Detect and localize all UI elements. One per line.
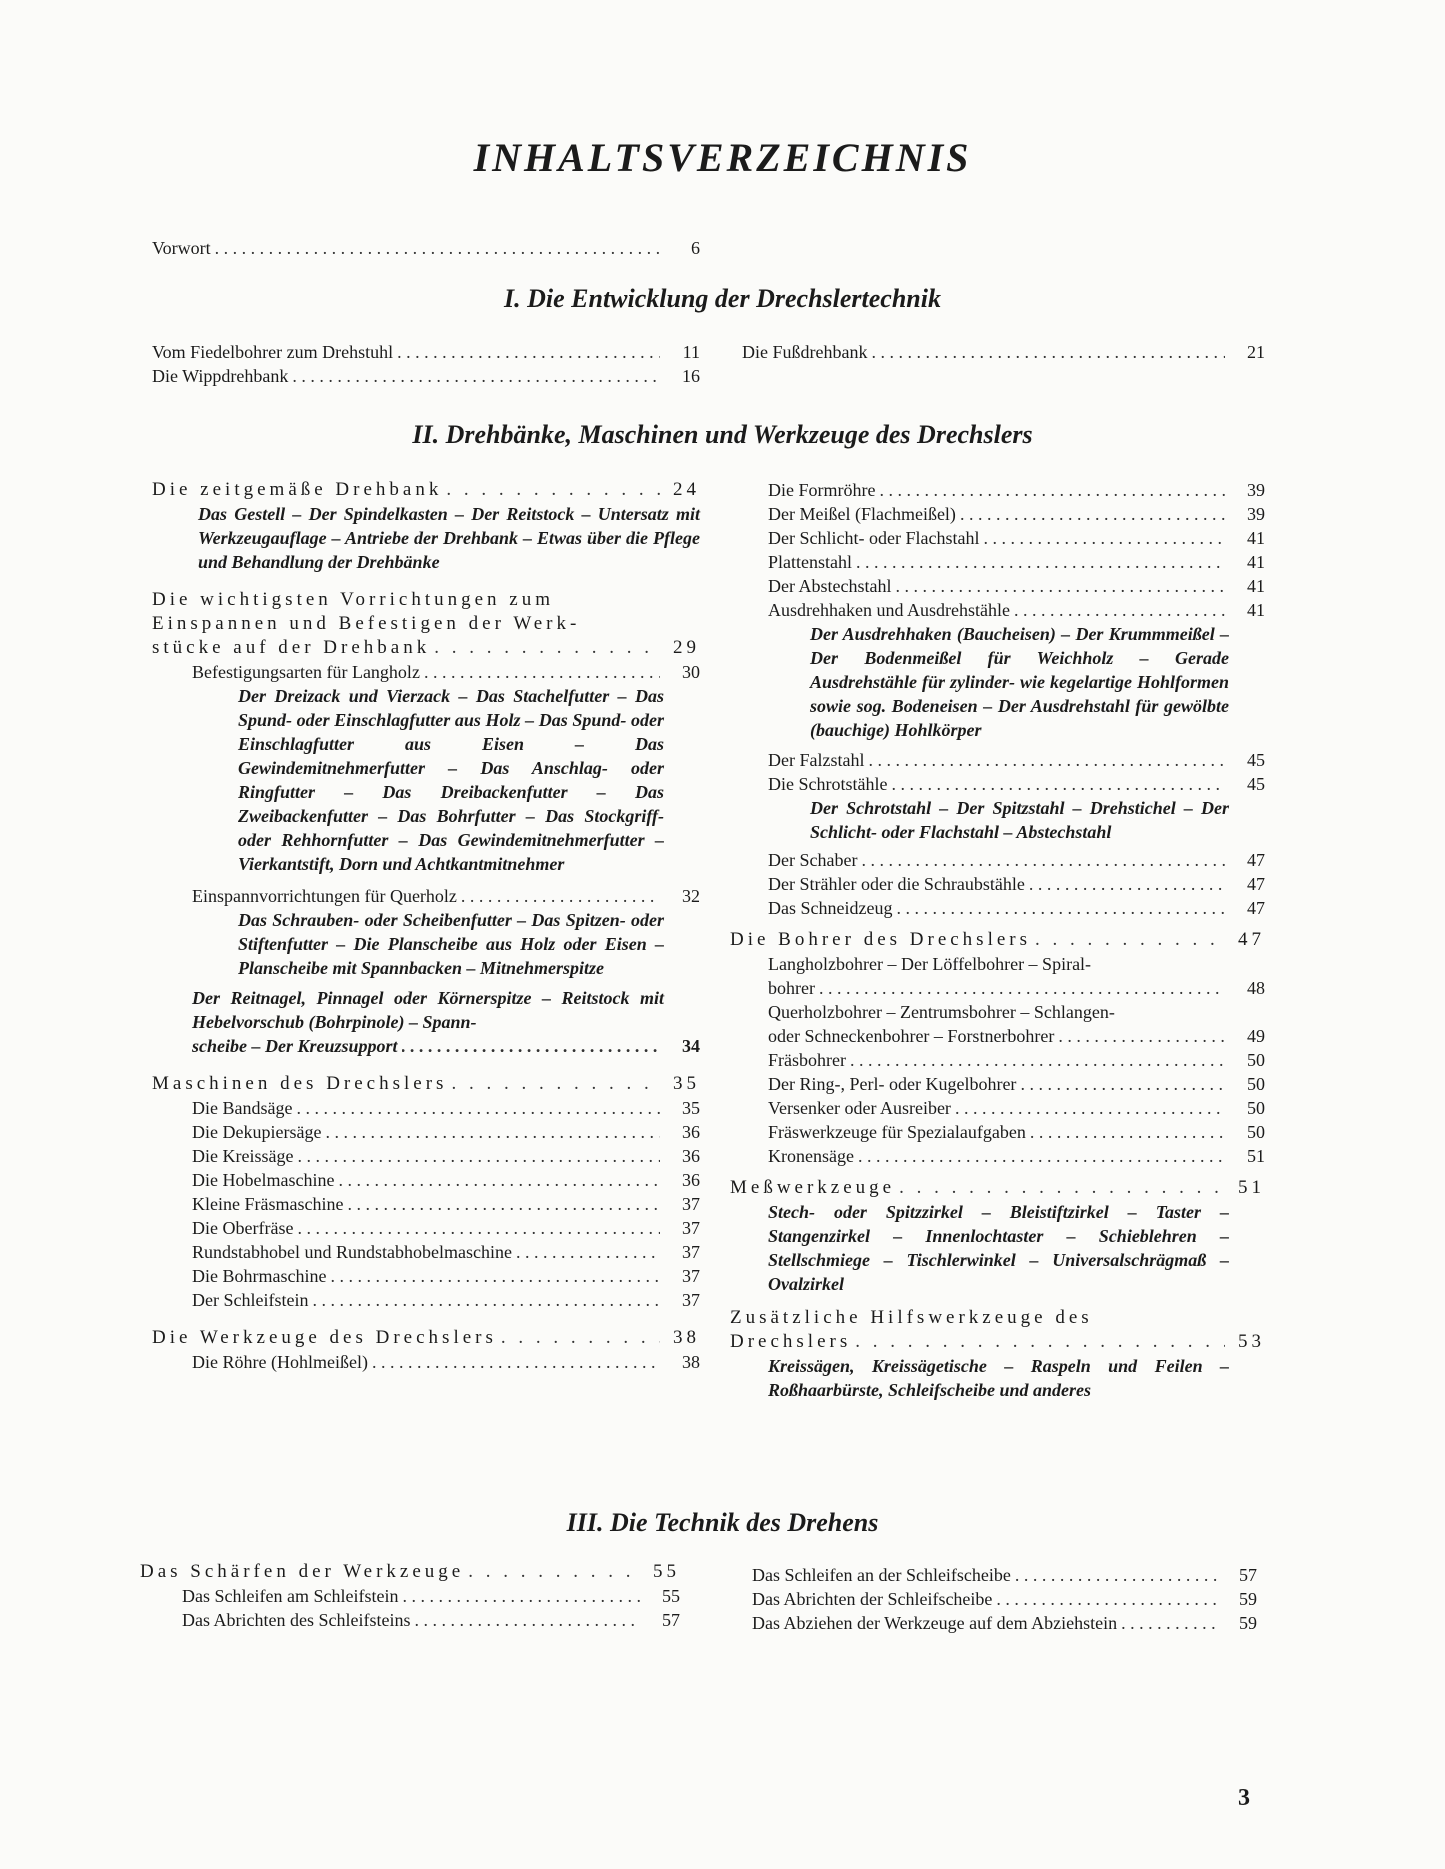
toc-entry[interactable]: Ausdrehhaken und Ausdrehstähle . . . 41 <box>768 598 1265 622</box>
toc-entry[interactable]: Maschinen des Drechslers . . . 35 <box>152 1072 700 1096</box>
toc-entry[interactable]: Das Abziehen der Werkzeuge auf dem Abziehstein . . . 59 <box>752 1611 1257 1635</box>
toc-entry[interactable]: Die Oberfräse . . . 37 <box>192 1216 700 1240</box>
toc-entry[interactable]: Die zeitgemäße Drehbank . . . 24 <box>152 478 700 502</box>
section-1-right <box>742 340 1265 364</box>
toc-list <box>182 1584 680 1632</box>
toc-entry[interactable]: Die Bohrmaschine . . . 37 <box>192 1264 700 1288</box>
toc-entry[interactable]: Das Abrichten des Schleifsteins . . . 57 <box>182 1608 680 1632</box>
toc-heading-line: Einspannen und Befestigen der Werk- <box>152 613 581 634</box>
toc-entry[interactable]: Der Schlicht- oder Flachstahl . . . 41 <box>768 526 1265 550</box>
toc-entry[interactable]: Meßwerkzeuge . . . 51 <box>730 1176 1265 1200</box>
toc-entry[interactable]: Kleine Fräsmaschine . . . 37 <box>192 1192 700 1216</box>
toc-description: Stech- oder Spitzzirkel – Bleistiftzirkel – Taster – Stangenzirkel – Innenlochtaster – Schieblehren – Stellschmiege – Tischlerwinkel – Universalschrägmaß – Ovalzirkel <box>768 1202 1229 1294</box>
toc-entry[interactable]: Der Schleifstein . . . 37 <box>192 1288 700 1312</box>
toc-entry[interactable]: Der Ring-, Perl- oder Kugelbohrer . . . 50 <box>768 1072 1265 1096</box>
section-2-left <box>152 478 700 1374</box>
section-heading-3: III. Die Technik des Drehens <box>566 1508 879 1537</box>
toc-label: Vorwort <box>152 238 211 258</box>
toc-heading-line: Langholzbohrer – Der Löffelbohrer – Spiral- <box>768 954 1092 974</box>
toc-entry[interactable]: Einspannvorrichtungen für Querholz . . . 32 <box>192 884 700 908</box>
toc-entry[interactable]: Kronensäge . . . 51 <box>768 1144 1265 1168</box>
toc-entry[interactable]: Fräswerkzeuge für Spezialaufgaben . . . 50 <box>768 1120 1265 1144</box>
section-1-left <box>152 340 700 388</box>
section-3-right <box>752 1563 1257 1635</box>
toc-list <box>768 952 1265 1168</box>
toc-entry[interactable]: Das Schneidzeug . . . 47 <box>768 896 1265 920</box>
section-heading-2: II. Drehbänke, Maschinen und Werkzeuge des Drechslers <box>412 420 1033 449</box>
toc-entry[interactable]: Das Schärfen der Werkzeuge . . . 55 <box>140 1560 680 1584</box>
toc-description: Der Reitnagel, Pinnagel oder Körnerspitze – Reitstock mit Hebelvorschub (Bohrpinole) – Spann- <box>192 988 664 1032</box>
toc-list <box>768 478 1265 920</box>
toc-page: 6 <box>691 238 700 258</box>
toc-description: Der Dreizack und Vierzack – Das Stachelfutter – Das Spund- oder Einschlagfutter aus Holz – Das Spund- oder Einschlagfutter aus Eisen – Das Gewindemitnehmerfutter – Das Anschlag- oder Ringfutter – Das Dreibackenfutter – Das Zweibackenfutter – Das Bohrfutter – Das Stockgriff- oder Rehhornfutter – Das Gewindemitnehmerfutter – Vierkantstift, Dorn und Achtkantmitnehmer <box>238 686 664 874</box>
toc-entry[interactable]: bohrer . . . 48 <box>768 976 1265 1000</box>
toc-entry[interactable]: Die Hobelmaschine . . . 36 <box>192 1168 700 1192</box>
toc-entry[interactable]: Die Kreissäge . . . 36 <box>192 1144 700 1168</box>
toc-description: Das Schrauben- oder Scheibenfutter – Das Spitzen- oder Stiftenfutter – Die Planscheibe aus Holz oder Eisen – Planscheibe mit Spannbacken – Mitnehmerspitze <box>238 910 664 978</box>
toc-entry[interactable]: Das Abrichten der Schleifscheibe . . . 59 <box>752 1587 1257 1611</box>
toc-entry[interactable]: Rundstabhobel und Rundstabhobelmaschine . . . 37 <box>192 1240 700 1264</box>
toc-vorwort[interactable] <box>152 236 700 260</box>
section-heading-1: I. Die Entwicklung der Drechslertechnik <box>504 284 941 313</box>
toc-entry[interactable]: Das Schleifen an der Schleifscheibe . . . 57 <box>752 1563 1257 1587</box>
section-2-right <box>730 478 1265 1402</box>
toc-heading-line: Zusätzliche Hilfswerkzeuge des <box>730 1307 1093 1328</box>
toc-entry[interactable]: Die Werkzeuge des Drechslers . . . 38 <box>152 1326 700 1350</box>
page-number: 3 <box>1238 1785 1250 1811</box>
toc-entry[interactable]: Die Fußdrehbank . . . 21 <box>742 340 1265 364</box>
toc-description: Das Gestell – Der Spindelkasten – Der Reitstock – Untersatz mit Werkzeugauflage – Antriebe der Drehbank – Etwas über die Pflege und Behandlung der Drehbänke <box>198 504 700 572</box>
page-title: INHALTSVERZEICHNIS <box>473 135 972 180</box>
toc-heading-line: Querholzbohrer – Zentrumsbohrer – Schlangen- <box>768 1002 1115 1022</box>
toc-description: Der Ausdrehhaken (Baucheisen) – Der Krummmeißel – Der Bodenmeißel für Weichholz – Gerade Ausdrehstähle für zylinder- wie kegelartige Hohlformen sowie sog. Bodeneisen – Der Ausdrehstahl für gewölbte (bauchige) Hohlkörper <box>810 624 1229 740</box>
toc-entry[interactable]: Die Dekupiersäge . . . 36 <box>192 1120 700 1144</box>
toc-entry[interactable]: Das Schleifen am Schleifstein . . . 55 <box>182 1584 680 1608</box>
toc-entry[interactable]: Die Wippdrehbank . . . 16 <box>152 364 700 388</box>
toc-entry[interactable]: Die Formröhre . . . 39 <box>768 478 1265 502</box>
toc-entry[interactable]: Der Meißel (Flachmeißel) . . . 39 <box>768 502 1265 526</box>
section-3-left <box>140 1560 680 1632</box>
toc-description: Kreissägen, Kreissägetische – Raspeln und Feilen – Roßhaarbürste, Schleifscheibe und anderes <box>768 1356 1229 1400</box>
toc-entry[interactable]: Versenker oder Ausreiber . . . 50 <box>768 1096 1265 1120</box>
toc-entry[interactable]: Der Strähler oder die Schraubstähle . . . 47 <box>768 872 1265 896</box>
toc-entry[interactable]: Drechslers . . . 53 <box>730 1330 1265 1354</box>
toc-entry[interactable]: Die Röhre (Hohlmeißel) . . . 38 <box>192 1350 700 1374</box>
toc-entry[interactable]: Vom Fiedelbohrer zum Drehstuhl . . . 11 <box>152 340 700 364</box>
toc-entry[interactable]: Die Bandsäge . . . 35 <box>192 1096 700 1120</box>
toc-entry[interactable]: Die Schrotstähle . . . 45 <box>768 772 1265 796</box>
toc-entry[interactable]: oder Schneckenbohrer – Forstnerbohrer . . . 49 <box>768 1024 1265 1048</box>
toc-entry[interactable]: Der Abstechstahl . . . 41 <box>768 574 1265 598</box>
toc-entry[interactable]: scheibe – Der Kreuzsupport . . . 34 <box>192 1034 700 1058</box>
toc-entry[interactable]: Der Schaber . . . 47 <box>768 848 1265 872</box>
toc-entry[interactable]: stücke auf der Drehbank . . . 29 <box>152 636 700 660</box>
toc-heading-line: Die wichtigsten Vorrichtungen zum <box>152 589 554 610</box>
toc-entry[interactable]: Fräsbohrer . . . 50 <box>768 1048 1265 1072</box>
toc-list <box>192 1096 700 1312</box>
toc-entry[interactable]: Befestigungsarten für Langholz . . . 30 <box>192 660 700 684</box>
toc-description: Der Schrotstahl – Der Spitzstahl – Drehstichel – Der Schlicht- oder Flachstahl – Abstechstahl <box>810 798 1229 842</box>
toc-entry[interactable]: Der Falzstahl . . . 45 <box>768 748 1265 772</box>
toc-entry[interactable]: Plattenstahl . . . 41 <box>768 550 1265 574</box>
toc-entry[interactable]: Die Bohrer des Drechslers . . . 47 <box>730 928 1265 952</box>
